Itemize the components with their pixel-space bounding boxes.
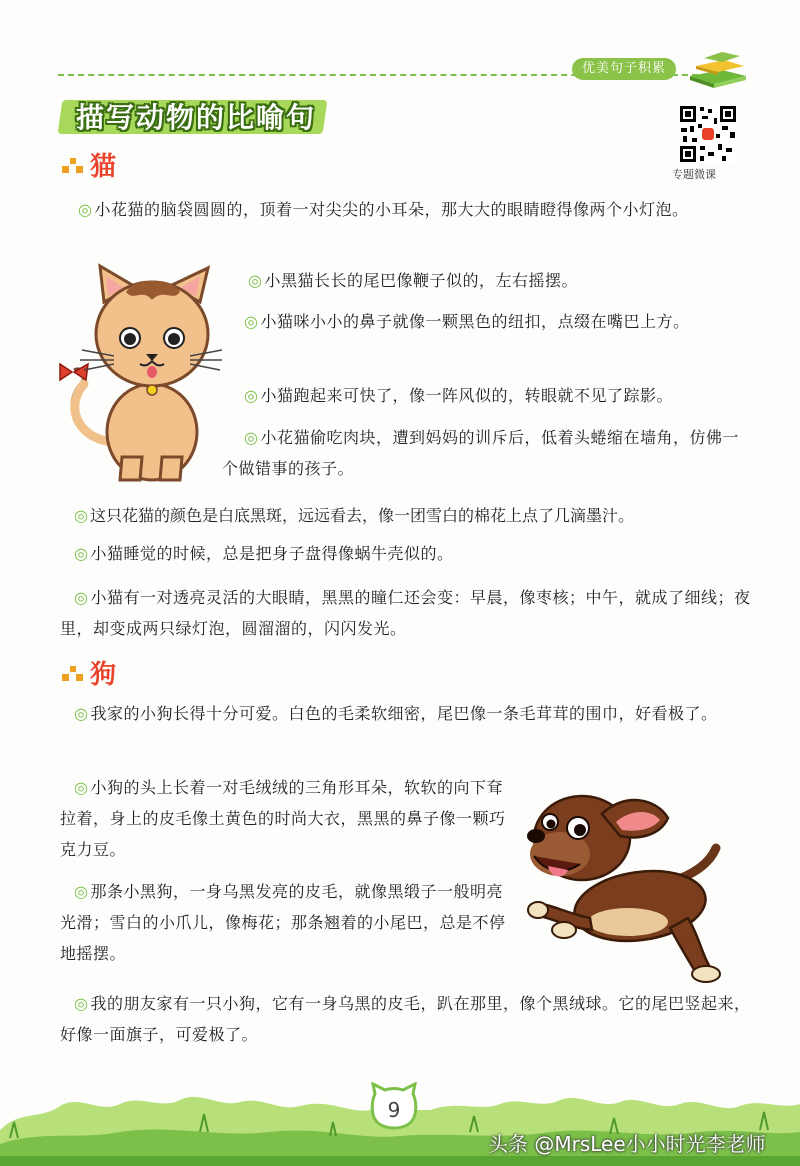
section-heading-text: 猫: [90, 152, 117, 182]
page-number: 9: [387, 1098, 401, 1122]
paragraph: ◎ 小花猫的脑袋圆圆的，顶着一对尖尖的小耳朵，那大大的眼睛瞪得像两个小灯泡。: [78, 200, 689, 219]
paragraph: ◎ 这只花猫的颜色是白底黑斑，远远看去，像一团雪白的棉花上点了几滴墨汁。: [74, 506, 634, 525]
bullet-circle-icon: ◎: [244, 386, 259, 405]
paragraph: ◎ 我家的小狗长得十分可爱。白色的毛柔软细密，尾巴像一条毛茸茸的围巾，好看极了。: [74, 704, 718, 723]
bullet-circle-icon: ◎: [74, 704, 89, 723]
paragraph: ◎ 小狗的头上长着一对毛绒绒的三角形耳朵，软软的向下耷拉着，身上的皮毛像土黄色的时尚大衣，黑黑的鼻子像一颗巧克力豆。: [60, 778, 506, 859]
books-icon: [688, 50, 748, 88]
paragraph: ◎ 小猫跑起来可快了，像一阵风似的，转眼就不见了踪影。: [244, 386, 673, 405]
bullet-squares-icon: [62, 154, 84, 176]
bullet-circle-icon: ◎: [74, 588, 89, 607]
qr-code-icon[interactable]: [678, 104, 738, 164]
qr-caption: 专题微课: [672, 168, 716, 181]
series-tag: 优美句子积累: [572, 58, 676, 80]
paragraph: ◎ 小猫有一对透亮灵活的大眼睛，黑黑的瞳仁还会变：早晨，像枣核；中午，就成了细线；夜里，却变成两只绿灯泡，圆溜溜的，闪闪发光。: [60, 588, 751, 638]
watermark: 头条 @MrsLee小小时光李老师: [488, 1132, 766, 1156]
bullet-circle-icon: ◎: [74, 544, 89, 563]
section-heading-dog: [62, 654, 116, 691]
paragraph: ◎ 小猫咪小小的鼻子就像一颗黑色的纽扣，点缀在嘴巴上方。: [244, 312, 690, 331]
bullet-circle-icon: ◎: [244, 312, 259, 331]
bullet-circle-icon: ◎: [244, 428, 259, 447]
bullet-squares-icon: [62, 662, 84, 684]
page-title: 描写动物的比喻句: [76, 101, 317, 134]
section-heading-cat: [62, 146, 116, 183]
bullet-circle-icon: ◎: [248, 271, 263, 290]
bullet-circle-icon: ◎: [78, 200, 93, 219]
paragraph: ◎ 小花猫偷吃肉块，遭到妈妈的训斥后，低着头蜷缩在墙角，仿佛一个做错事的孩子。: [222, 428, 739, 478]
bullet-circle-icon: ◎: [74, 882, 89, 901]
bullet-circle-icon: ◎: [74, 994, 89, 1013]
paragraph: ◎ 小猫睡觉的时候，总是把身子盘得像蜗牛壳似的。: [74, 544, 454, 563]
dog-illustration: [520, 778, 730, 988]
paragraph: ◎ 小黑猫长长的尾巴像鞭子似的，左右摇摆。: [248, 271, 578, 290]
paragraph: ◎ 那条小黑狗，一身乌黑发亮的皮毛，就像黑缎子一般明亮光滑；雪白的小爪儿，像梅花；那条翘着的小尾巴，总是不停地摇摆。: [60, 882, 506, 963]
cat-illustration: [52, 262, 222, 484]
section-heading-text: 狗: [90, 660, 117, 690]
bullet-circle-icon: ◎: [74, 778, 89, 797]
paragraph: ◎ 我的朋友家有一只小狗，它有一身乌黑的皮毛，趴在那里，像个黑绒球。它的尾巴竖起来，好像一面旗子，可爱极了。: [60, 994, 751, 1044]
bullet-circle-icon: ◎: [74, 506, 88, 525]
